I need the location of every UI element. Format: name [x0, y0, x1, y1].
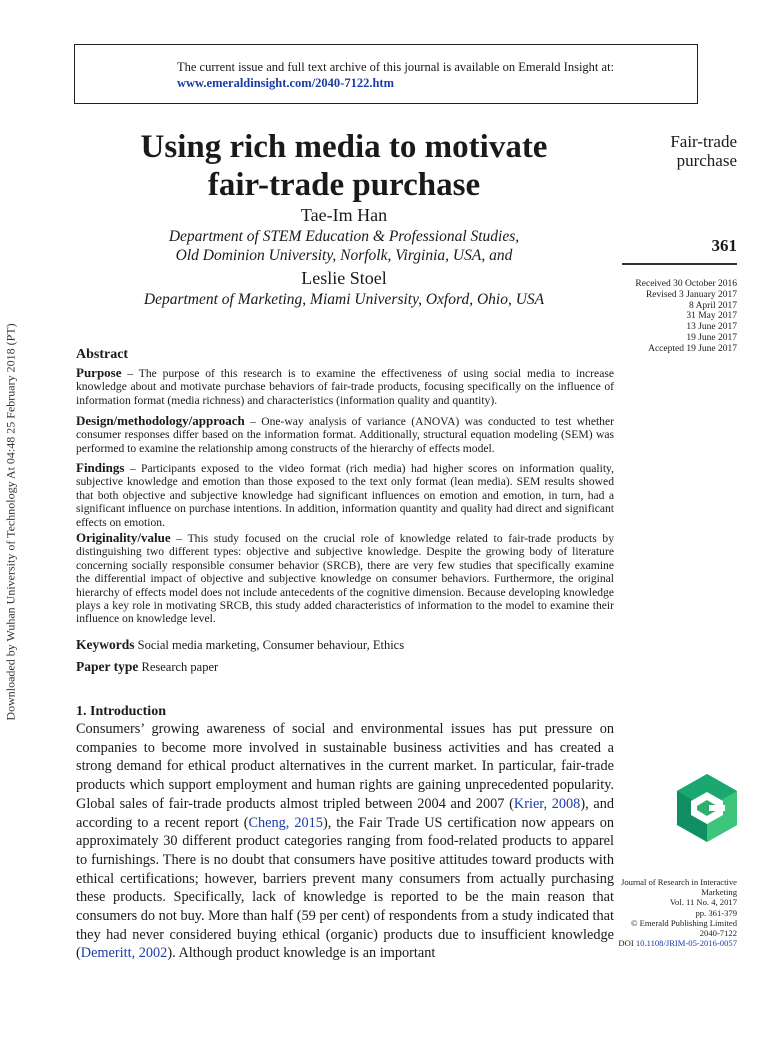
paper-type-text: Research paper [138, 660, 219, 674]
access-notice-box [74, 44, 698, 104]
date-revised-5: 19 June 2017 [686, 332, 737, 343]
title-line-1: Using rich media to motivate [140, 129, 548, 165]
journal-info [587, 877, 737, 948]
journal-publisher: © Emerald Publishing Limited [630, 917, 737, 928]
originality-text: – This study focused on the crucial role of knowledge related to fair-trade products by distinguishing two different types: objective and subjective knowledge. Despite the growing body of literature concerning socially responsible consumer behavior (SRCB), there are very few studies that specifically examine the differential impact of objective and subjective knowledge on consumer behaviors. Furthermore, the original hierarchy of effects model does not include antecedents of the cognitive dimension. Because developing knowledge plays a key role in motivating SRCB, this study added characteristics of information to the model to examine their influence on knowledge level. [76, 532, 614, 626]
abstract-heading: Abstract [76, 347, 129, 362]
download-text: Downloaded by Wuhan University of Technology At 04:48 25 February 2018 (PT) [3, 323, 18, 721]
running-head-line-1: Fair-trade [670, 132, 737, 151]
author-1: Tae-Im Han [300, 205, 388, 225]
intro-text-2: ), and according to a recent report ( [76, 795, 615, 831]
intro-text-1: Consumers’ growing awareness of social and environmental issues has put pressure on companies to become more involved in sustainable business activities and has created a strong demand for ethical product alternatives in the current market. In particular, fair-trade products which support employment and human rights are gaining unprecedented popularity. Global sales of fair-trade products almost tripled between 2004 and 2007 ( [76, 721, 614, 812]
citation-demeritt-2002[interactable]: Demeritt, 2002 [80, 945, 168, 962]
author-1-affiliation-line-1: Department of STEM Education & Professional Studies, [168, 228, 520, 245]
submission-dates [597, 279, 737, 355]
doi-label: DOI [618, 938, 636, 949]
author-1-affiliation-line-2: Old Dominion University, Norfolk, Virginia, USA, and [175, 247, 513, 264]
design-text: – One-way analysis of variance (ANOVA) was conducted to test whether consumer responses differ based on the information format. Additionally, structural equation modeling (SEM) was performed to examine the relationship among constructs of the hierarchy of effects model. [76, 415, 614, 455]
journal-pages: pp. 361-379 [695, 907, 737, 918]
doi-link[interactable]: 10.1108/JRIM-05-2016-0057 [635, 938, 737, 949]
title-line-2: fair-trade purchase [207, 167, 481, 203]
journal-volume: Vol. 11 No. 4, 2017 [669, 897, 737, 908]
findings-label: Findings [76, 460, 125, 475]
introduction-paragraph [76, 720, 614, 963]
citation-krier-2008[interactable]: Krier, 2008 [513, 795, 581, 812]
running-head-line-2: purchase [676, 151, 737, 170]
keywords-line [76, 637, 614, 653]
date-revised-4: 13 June 2017 [686, 322, 737, 333]
date-accepted: Accepted 19 June 2017 [648, 343, 737, 354]
page-number: 361 [711, 236, 737, 255]
purpose-text: – The purpose of this research is to examine the effectiveness of using social media to increase knowledge about and motivate purchase behaviors of fair-trade products, focusing specifically on the influence of information format (media richness) and characteristics (information quality and quantity). [76, 367, 614, 407]
findings-text: – Participants exposed to the video format (rich media) had higher scores on information quality, subjective knowledge and emotion than those exposed to the text only format (lean media). SEM results showed that both objective and subjective knowledge had significant influences on emotion and emotion, in turn, had a significant influence on purchase intentions. In addition, information quantity and quality had direct and significant effects on emotion. [76, 462, 614, 529]
journal-name-line-2: Marketing [701, 887, 737, 898]
journal-name-line-1: Journal of Research in Interactive [621, 877, 737, 887]
introduction-heading: 1. Introduction [76, 704, 166, 719]
date-received: Received 30 October 2016 [635, 279, 737, 289]
journal-url-link[interactable]: www.emeraldinsight.com/2040-7122.htm [177, 76, 394, 90]
date-revised-3: 31 May 2017 [686, 311, 737, 322]
notice-text: The current issue and full text archive of this journal is available on Emerald Insight at: [177, 60, 615, 74]
design-label: Design/methodology/approach [76, 413, 245, 428]
crossmark-logo-icon[interactable] [677, 774, 737, 842]
abstract-purpose [76, 366, 614, 407]
paper-type-label: Paper type [76, 659, 139, 674]
article-title [74, 128, 614, 204]
journal-doi [587, 938, 737, 948]
intro-text-3: ), the Fair Trade US certification now appears on approximately 30 different product categories ranging from food-related products to apparel to furnishings. There is no doubt that consumers have positive attitudes toward products with ethical certifications; however, barriers prevent many consumers from actually purchasing these products. Specifically, lack of knowledge is reported to be the main reason that consumers do not buy. More than half (59 per cent) of respondents from a study indicated that they had never considered buying ethical (organic) products due to insufficient knowledge ( [76, 814, 614, 962]
purpose-label: Purpose [76, 365, 122, 380]
date-revised-2: 8 April 2017 [688, 300, 737, 311]
download-watermark [0, 322, 22, 722]
author-2: Leslie Stoel [301, 268, 387, 288]
intro-text-4: ). Although product knowledge is an important [167, 945, 436, 962]
date-revised-1: Revised 3 January 2017 [645, 289, 737, 300]
abstract-originality [76, 531, 614, 626]
keywords-text: Social media marketing, Consumer behaviour, Ethics [134, 638, 405, 652]
citation-cheng-2015[interactable]: Cheng, 2015 [248, 814, 323, 831]
margin-divider [622, 263, 737, 265]
keywords-label: Keywords [76, 637, 135, 652]
abstract-design [76, 414, 614, 455]
originality-label: Originality/value [76, 530, 171, 545]
author-2-affiliation: Department of Marketing, Miami University, Oxford, Ohio, USA [143, 291, 545, 308]
running-head [597, 132, 737, 170]
journal-issn: 2040-7122 [699, 928, 737, 939]
paper-type-line [76, 659, 614, 675]
abstract-findings [76, 461, 614, 529]
